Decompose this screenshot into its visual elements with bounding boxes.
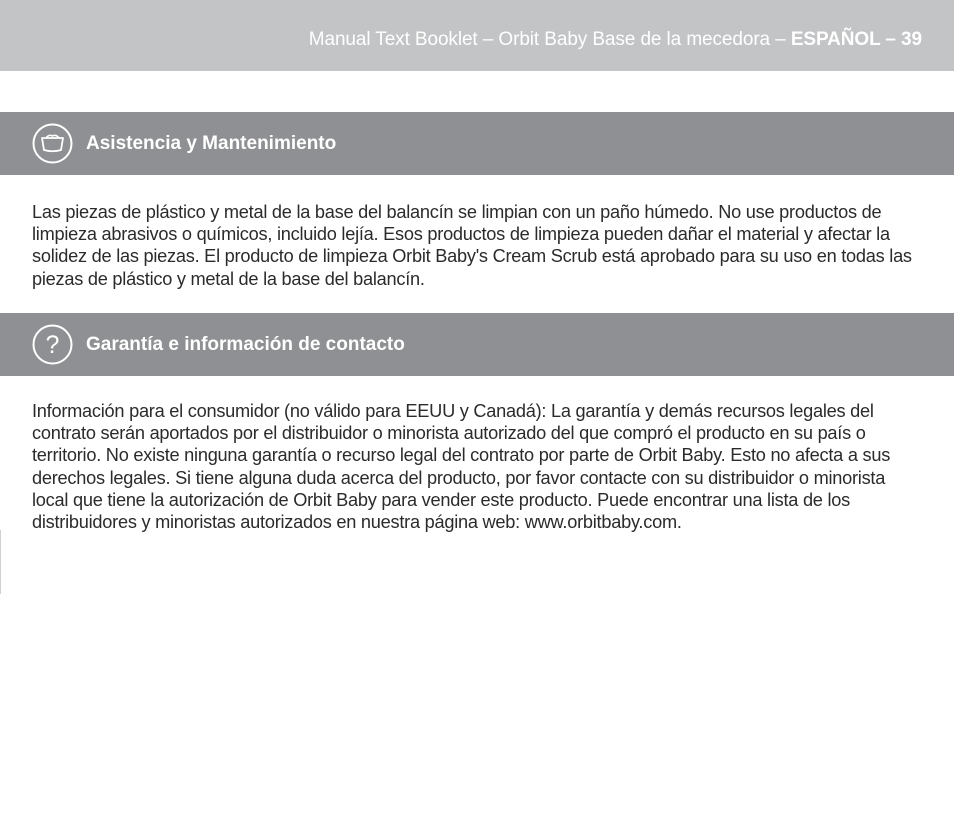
page-header-bar: [0, 0, 954, 71]
page-header-title: [309, 29, 922, 51]
svg-text:?: ?: [45, 331, 60, 359]
section-header-warranty: [0, 313, 954, 376]
margin-rule: [0, 530, 1, 594]
question-icon: [32, 324, 73, 365]
basin-icon: [32, 123, 73, 164]
paragraph-maintenance: Las piezas de plástico y metal de la base del balancín se limpian con un paño húmedo. No use productos de limpieza abrasivos o químicos, incluido lejía. Esos productos de limpieza pueden dañar el material y afectar la solidez de las piezas. El producto de limpieza Orbit Baby's Cream Scrub está aprobado para su uso en todas las piezas de plástico y metal de la base del balancín.: [32, 202, 912, 289]
section-header-maintenance: [0, 112, 954, 175]
header-title-bold: ESPAÑOL – 39: [790, 29, 922, 50]
section-heading: Garantía e información de contacto: [86, 334, 405, 355]
header-title-prefix: Manual Text Booklet – Orbit Baby Base de la mecedora –: [308, 29, 791, 50]
section-heading: Asistencia y Mantenimiento: [86, 133, 337, 154]
paragraph-warranty: Información para el consumidor (no válido para EEUU y Canadá): La garantía y demás recursos legales del contrato serán aportados por el distribuidor o minorista autorizado del que compró el producto en su país o territorio. No existe ninguna garantía o recurso legal del contrato por parte de Orbit Baby. Esto no afecta a sus derechos legales. Si tiene alguna duda acerca del producto, por favor contacte con su distribuidor o minorista local que tiene la autorización de Orbit Baby para vender este producto. Puede encontrar una lista de los distribuidores y minoristas autorizados en nuestra página web: www.orbitbaby.com.: [32, 401, 891, 533]
